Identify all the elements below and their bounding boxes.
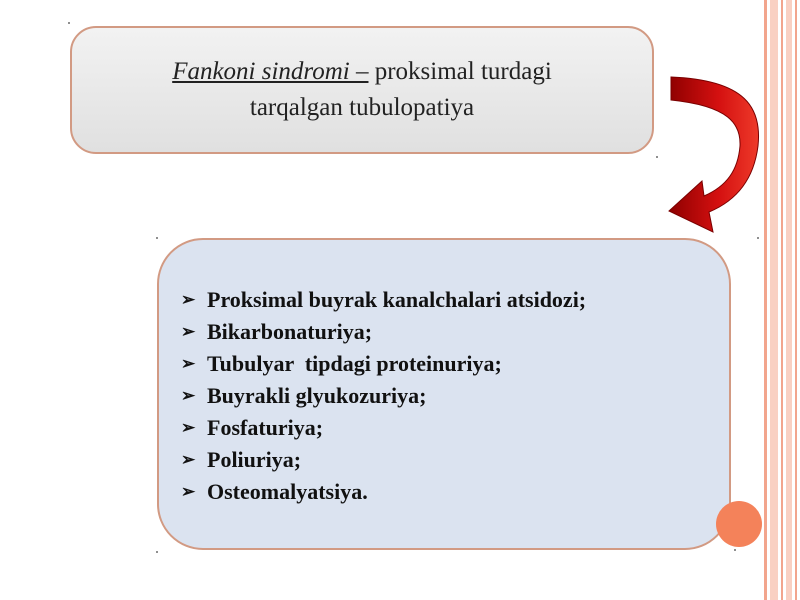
arrow-bullet-icon: ➢ <box>181 482 196 501</box>
definition-text-1: proksimal turdagi <box>368 58 552 85</box>
list-item-text: Bikarbonaturiya; <box>207 319 373 344</box>
symptoms-list <box>181 284 586 508</box>
list-item-text: Poliuriya; <box>207 447 302 472</box>
syndrome-term: Fankoni sindromi – <box>172 58 369 85</box>
list-item <box>181 444 586 476</box>
symptoms-box <box>157 238 731 550</box>
list-item <box>181 476 586 508</box>
arrow-bullet-icon: ➢ <box>181 450 196 469</box>
arrow-bullet-icon: ➢ <box>181 290 196 309</box>
list-item-text: Osteomalyatsiya. <box>207 479 368 504</box>
arrow-bullet-icon: ➢ <box>181 418 196 437</box>
list-item <box>181 380 586 412</box>
definition-line-2: tarqalgan tubulopatiya <box>249 94 475 121</box>
list-item-text: Tubulyar tipdagi proteinuriya; <box>207 351 502 376</box>
list-item-text: Buyrakli glyukozuriya; <box>207 383 427 408</box>
list-item-text: Proksimal buyrak kanalchalari atsidozi; <box>207 287 587 312</box>
arrow-bullet-icon: ➢ <box>181 386 196 405</box>
list-item <box>181 412 586 444</box>
arrow-bullet-icon: ➢ <box>181 354 196 373</box>
accent-circle <box>716 501 762 547</box>
list-item <box>181 284 586 316</box>
arrow-bullet-icon: ➢ <box>181 322 196 341</box>
list-item <box>181 348 586 380</box>
list-item-text: Fosfaturiya; <box>207 415 324 440</box>
list-item <box>181 316 586 348</box>
